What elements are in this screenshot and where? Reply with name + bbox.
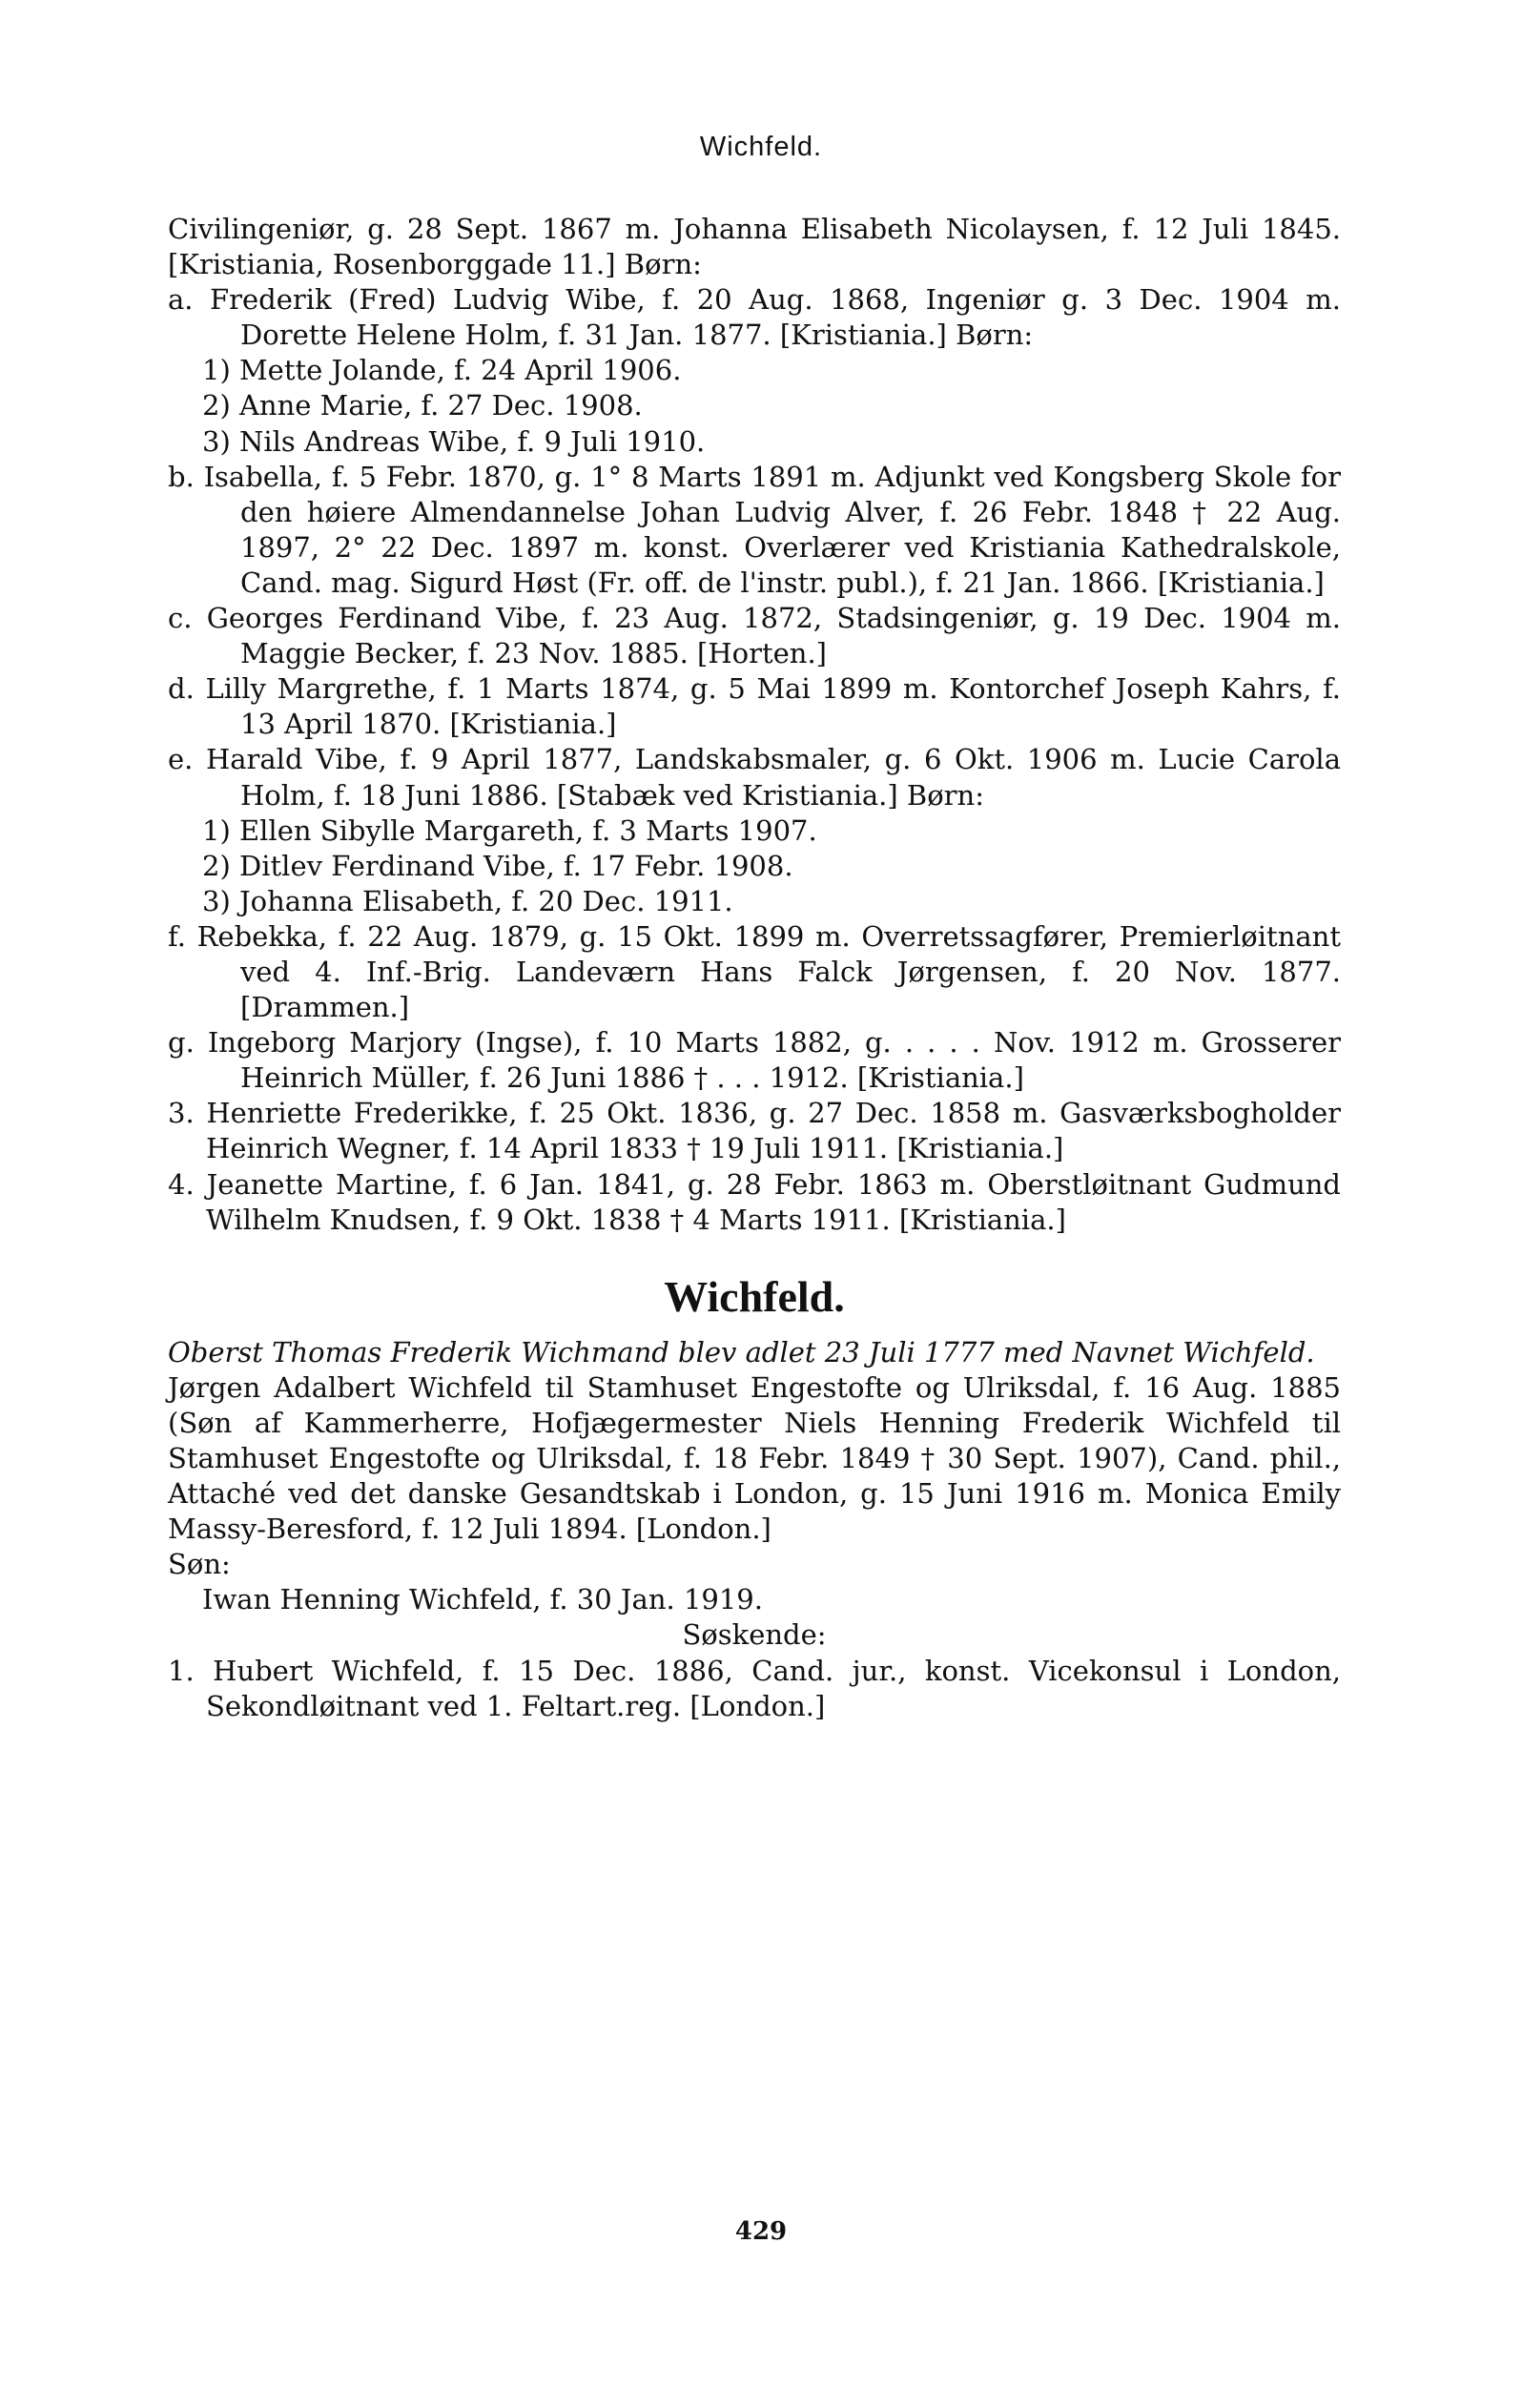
siblings-label: Søskende: bbox=[682, 1618, 827, 1652]
entry-civilingenior: Civilingeniør, g. 28 Sept. 1867 m. Johanna Elisabeth Nicolaysen, f. 12 Juli 1845. [Kristiania, Rosenborggade 11.] Børn: bbox=[168, 213, 1341, 281]
entry-isabella: b. Isabella, f. 5 Febr. 1870, g. 1° 8 Marts 1891 m. Adjunkt ved Kongsberg Skole for den høiere Almendannelse Johan Ludvig Alver, f. 26 Febr. 1848 † 22 Aug. 1897, 2° 22 Dec. 1897 m. konst. Overlærer ved Kristiania Kathedralskole, Cand. mag. Sigurd Høst (Fr. off. de l'instr. publ.), f. 21 Jan. 1866. [Kristiania.] bbox=[168, 460, 1341, 599]
entry-ingeborg: g. Ingeborg Marjory (Ingse), f. 10 Marts 1882, g. . . . . Nov. 1912 m. Grosserer Heinrich Müller, f. 26 Juni 1886 † . . . 1912. [Kristiania.] bbox=[168, 1026, 1341, 1095]
entry-hubert: 1. Hubert Wichfeld, f. 15 Dec. 1886, Cand. jur., konst. Vicekonsul i London, Sekondløitnant ved 1. Feltart.reg. [London.] bbox=[168, 1654, 1341, 1722]
entry-iwan: Iwan Henning Wichfeld, f. 30 Jan. 1919. bbox=[202, 1583, 763, 1616]
entry-ellen: 1) Ellen Sibylle Margareth, f. 3 Marts 1907. bbox=[202, 813, 817, 847]
entry-harald: e. Harald Vibe, f. 9 April 1877, Landskabsmaler, g. 6 Okt. 1906 m. Lucie Carola Holm, f. 18 Juni 1886. [Stabæk ved Kristiania.] Børn: bbox=[168, 743, 1341, 812]
entry-jorgen: Jørgen Adalbert Wichfeld til Stamhuset Engestofte og Ulriksdal, f. 16 Aug. 1885 (Søn af Kammerherre, Hofjægermester Niels Henning Frederik Wichfeld til Stamhuset Engestofte og Ulriksdal, f. 18 Febr. 1849 † 30 Sept. 1907), Cand. phil., Attaché ved det danske Gesandtskab i London, g. 15 Juni 1916 m. Monica Emily Massy-Beresford, f. 12 Juli 1894. [London.] bbox=[168, 1370, 1341, 1546]
running-head: Wichfeld. bbox=[699, 132, 823, 162]
section-intro: Oberst Thomas Frederik Wichmand blev adlet 23 Juli 1777 med Navnet Wichfeld. bbox=[168, 1335, 1315, 1369]
entry-jeanette: 4. Jeanette Martine, f. 6 Jan. 1841, g. 28 Febr. 1863 m. Oberstløitnant Gudmund Wilhelm Knudsen, f. 9 Okt. 1838 † 4 Marts 1911. [Kristiania.] bbox=[168, 1167, 1341, 1236]
entry-frederik: a. Frederik (Fred) Ludvig Wibe, f. 20 Aug. 1868, Ingeniør g. 3 Dec. 1904 m. Dorette Helene Holm, f. 31 Jan. 1877. [Kristiania.] Børn: bbox=[168, 283, 1341, 352]
entry-georges: c. Georges Ferdinand Vibe, f. 23 Aug. 1872, Stadsingeniør, g. 19 Dec. 1904 m. Maggie Becker, f. 23 Nov. 1885. [Horten.] bbox=[168, 602, 1341, 670]
entry-nils: 3) Nils Andreas Wibe, f. 9 Juli 1910. bbox=[202, 424, 706, 458]
entry-ditlev: 2) Ditlev Ferdinand Vibe, f. 17 Febr. 1908. bbox=[202, 849, 793, 882]
entry-johanna: 3) Johanna Elisabeth, f. 20 Dec. 1911. bbox=[202, 884, 733, 917]
entry-anne: 2) Anne Marie, f. 27 Dec. 1908. bbox=[202, 389, 643, 422]
son-label: Søn: bbox=[168, 1548, 231, 1581]
entry-lilly: d. Lilly Margrethe, f. 1 Marts 1874, g. 5 Mai 1899 m. Kontorchef Joseph Kahrs, f. 13 April 1870. [Kristiania.] bbox=[168, 672, 1341, 741]
entry-henriette: 3. Henriette Frederikke, f. 25 Okt. 1836, g. 27 Dec. 1858 m. Gasværksbogholder Heinrich Wegner, f. 14 April 1833 † 19 Juli 1911. [Kristiania.] bbox=[168, 1097, 1341, 1165]
section-title: Wichfeld. bbox=[664, 1271, 845, 1321]
page-number: 429 bbox=[734, 2217, 788, 2246]
entry-mette: 1) Mette Jolande, f. 24 April 1906. bbox=[202, 354, 682, 387]
entry-rebekka: f. Rebekka, f. 22 Aug. 1879, g. 15 Okt. 1899 m. Overretssagfører, Premierløitnant ved 4. Inf.-Brig. Landeværn Hans Falck Jørgensen, f. 20 Nov. 1877. [Drammen.] bbox=[168, 919, 1341, 1024]
text-column bbox=[168, 212, 1341, 1724]
